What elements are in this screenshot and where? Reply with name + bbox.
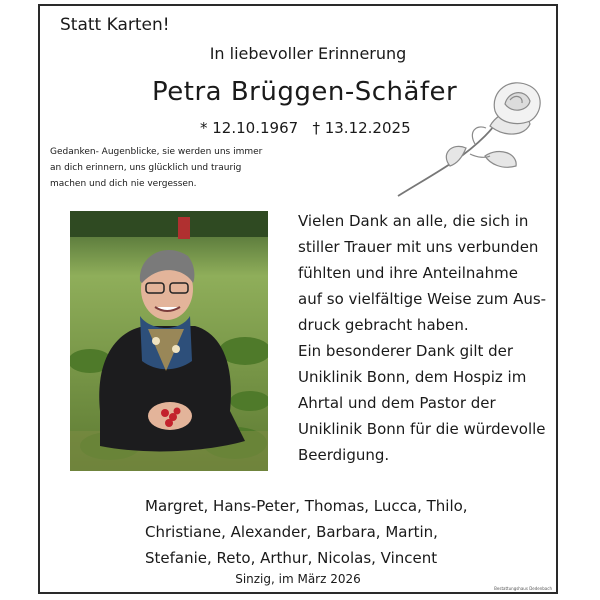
thanks-line: auf so vielfältige Weise zum Aus- (298, 290, 547, 308)
thanks-line: Uniklinik Bonn für die würdevolle (298, 420, 546, 438)
thanks-line: Uniklinik Bonn, dem Hospiz im (298, 368, 527, 386)
thanks-line: Ahrtal und dem Pastor der (298, 394, 496, 412)
life-dates: * 12.10.1967 † 13.12.2025 (200, 119, 411, 137)
portrait-photo (70, 211, 268, 471)
thanks-line: druck gebracht haben. (298, 316, 469, 334)
verse-line: machen und dich nie vergessen. (50, 179, 197, 189)
family-line: Christiane, Alexander, Barbara, Martin, (145, 523, 438, 541)
deceased-name: Petra Brüggen-Schäfer (152, 77, 458, 107)
thanks-text (298, 208, 548, 468)
place-and-date: Sinzig, im März 2026 (235, 572, 361, 586)
subtitle: In liebevoller Erinnerung (209, 44, 407, 63)
verse-line: Gedanken- Augenblicke, sie werden uns immer (50, 147, 263, 157)
family-line: Stefanie, Reto, Arthur, Nicolas, Vincent (145, 549, 438, 567)
family-line: Margret, Hans-Peter, Thomas, Lucca, Thilo, (145, 497, 468, 515)
rose-illustration (390, 66, 550, 206)
portrait-image (70, 211, 268, 471)
thanks-line: Vielen Dank an alle, die sich in (298, 212, 529, 230)
obituary-card (38, 4, 558, 594)
thanks-line: Ein besonderer Dank gilt der (298, 342, 514, 360)
header-note: Statt Karten! (60, 15, 170, 35)
memorial-verse (50, 144, 295, 192)
thanks-line: stiller Trauer mit uns verbunden (298, 238, 539, 256)
family-names (145, 493, 505, 571)
verse-line: an dich erinnern, uns glücklich und traurig (50, 163, 242, 173)
funeral-home-credit: Bestattungshaus Dedenbach (494, 586, 552, 591)
thanks-line: fühlten und ihre Anteilnahme (298, 264, 518, 282)
thanks-line: Beerdigung. (298, 446, 390, 464)
